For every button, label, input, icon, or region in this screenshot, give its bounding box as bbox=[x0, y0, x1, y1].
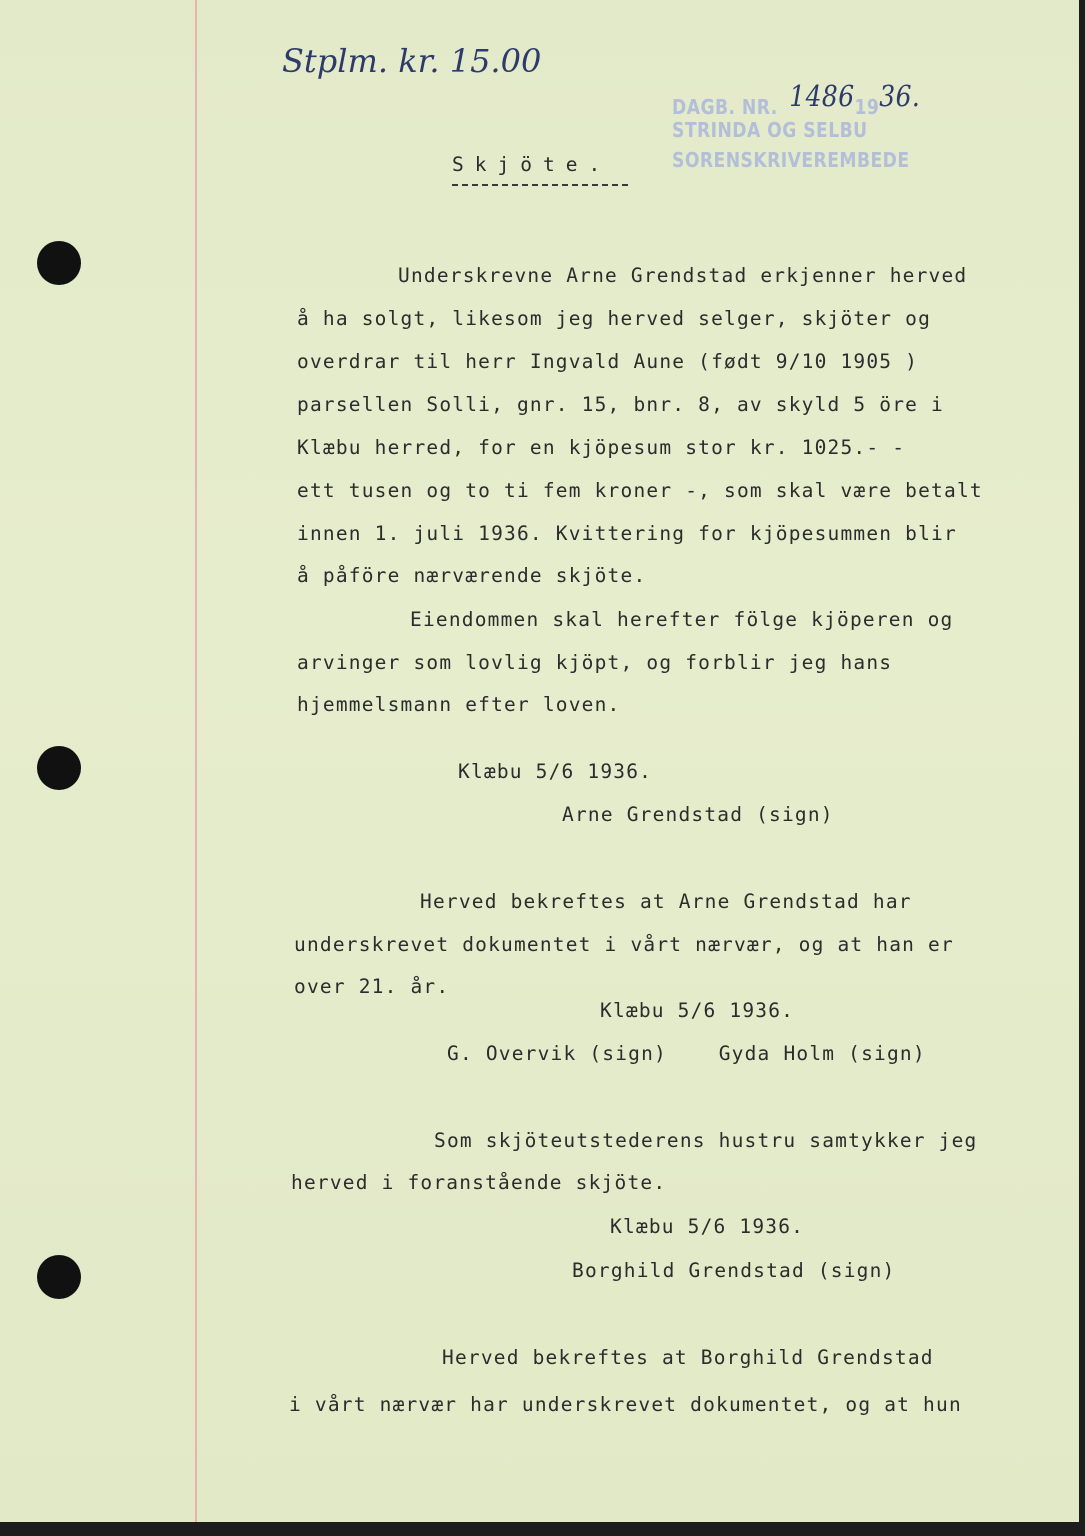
scan-border-right bbox=[1079, 0, 1085, 1536]
body-line: herved i foranstående skjöte. bbox=[291, 1171, 667, 1194]
punch-hole-top bbox=[37, 241, 81, 285]
handwritten-stamp-fee: Stplm. kr. 15.00 bbox=[282, 42, 542, 80]
body-line: over 21. år. bbox=[294, 975, 450, 998]
body-line: arvinger som lovlig kjöpt, og forblir jeg hans bbox=[297, 651, 893, 674]
body-line: å påföre nærværende skjöte. bbox=[297, 564, 647, 587]
place-date-line: Klæbu 5/6 1936. bbox=[610, 1215, 805, 1238]
registry-stamp-label: DAGB. NR. bbox=[672, 95, 778, 119]
place-date-line: Klæbu 5/6 1936. bbox=[458, 760, 653, 783]
punch-hole-bottom bbox=[37, 1255, 81, 1299]
registry-stamp-line-1 bbox=[672, 79, 921, 121]
body-line: Herved bekreftes at Borghild Grendstad bbox=[442, 1346, 934, 1369]
body-line: Eiendommen skal herefter fölge kjöperen og bbox=[410, 608, 954, 631]
body-line: ett tusen og to ti fem kroner -, som skal være betalt bbox=[297, 479, 983, 502]
signature-line: Borghild Grendstad (sign) bbox=[572, 1259, 896, 1282]
margin-line bbox=[195, 0, 197, 1536]
body-line: overdrar til herr Ingvald Aune (født 9/10 1905 ) bbox=[297, 350, 919, 373]
registry-stamp-year-prefix: 19 bbox=[854, 95, 880, 119]
body-line: Herved bekreftes at Arne Grendstad har bbox=[420, 890, 912, 913]
scan-border-bottom bbox=[0, 1522, 1085, 1536]
document-title: Skjöte. bbox=[452, 153, 612, 176]
punch-hole-middle bbox=[37, 746, 81, 790]
body-line: i vårt nærvær har underskrevet dokumentet, og at hun bbox=[289, 1393, 962, 1416]
body-line: underskrevet dokumentet i vårt nærvær, og at han er bbox=[294, 933, 954, 956]
body-line: hjemmelsmann efter loven. bbox=[297, 693, 621, 716]
witness-signatures-line: G. Overvik (sign) Gyda Holm (sign) bbox=[447, 1042, 926, 1065]
body-line: parsellen Solli, gnr. 15, bnr. 8, av skyld 5 öre i bbox=[297, 393, 944, 416]
signature-line: Arne Grendstad (sign) bbox=[562, 803, 834, 826]
handwritten-registry-number: 1486 bbox=[789, 79, 855, 113]
place-date-line: Klæbu 5/6 1936. bbox=[600, 999, 795, 1022]
registry-stamp-line-2: STRINDA OG SELBU bbox=[672, 118, 868, 142]
title-underline bbox=[452, 184, 628, 186]
body-line: Klæbu herred, for en kjöpesum stor kr. 1025.- - bbox=[297, 436, 906, 459]
body-line: å ha solgt, likesom jeg herved selger, skjöter og bbox=[297, 307, 932, 330]
body-line: Underskrevne Arne Grendstad erkjenner herved bbox=[398, 264, 968, 287]
registry-stamp-line-3: SORENSKRIVEREMBEDE bbox=[672, 148, 910, 172]
handwritten-registry-year: 36. bbox=[879, 79, 921, 113]
body-line: Som skjöteutstederens hustru samtykker jeg bbox=[434, 1129, 978, 1152]
body-line: innen 1. juli 1936. Kvittering for kjöpesummen blir bbox=[297, 522, 957, 545]
